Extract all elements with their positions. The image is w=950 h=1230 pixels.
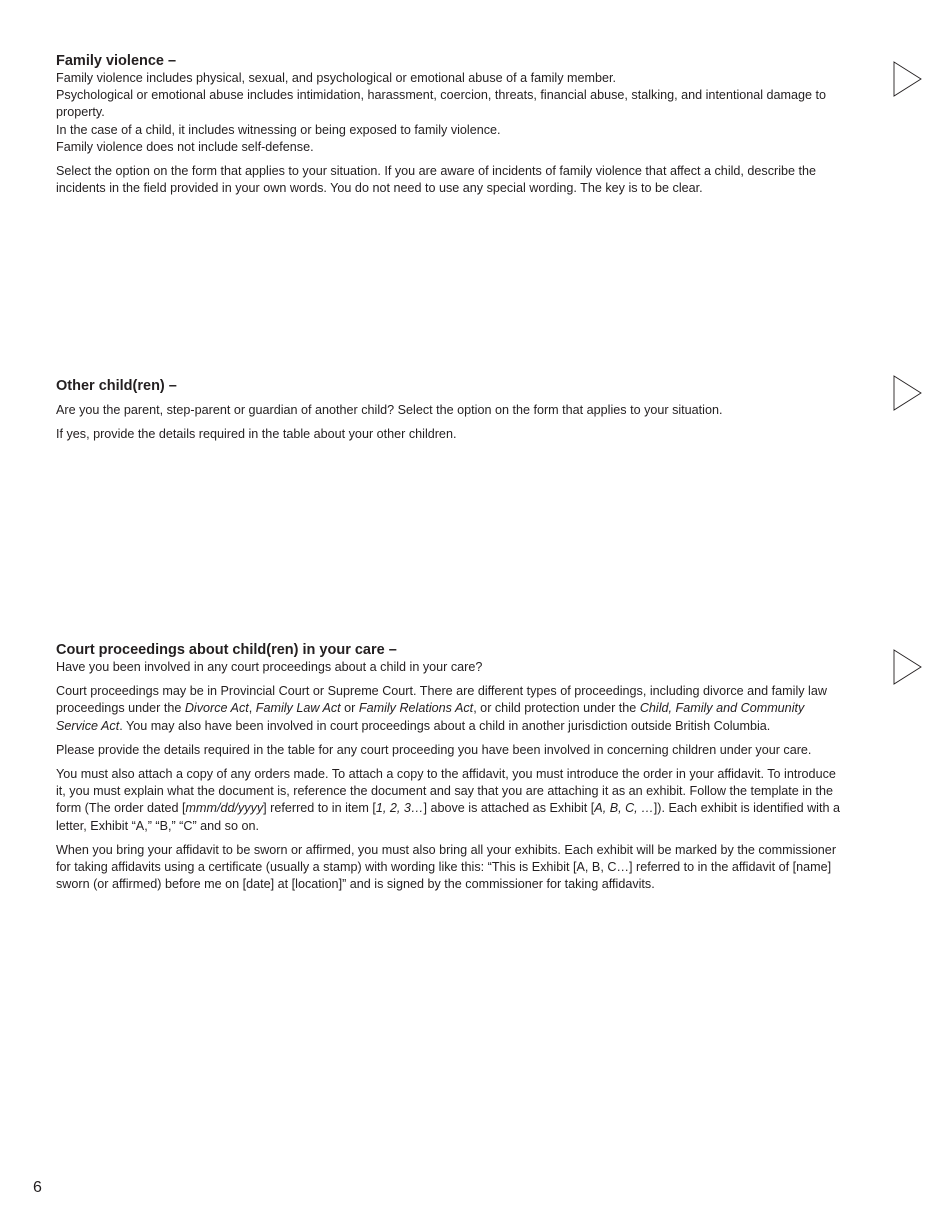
family-law-act-title: Family Law Act <box>255 701 341 716</box>
attach-orders-paragraph: You must also attach a copy of any orders made. To attach a copy to the affidavit, you must introduce the order in your affidavit. To introduce it, you must explain what the document is, reference the document and say that you are attaching it as an exhibit. Follow the template in the form (The order dated [mmm/dd/yyyy] referred to in item [1, 2, 3…] above is attached as Exhibit [A, B, C, …]). Each exhibit is identified with a letter, Exhibit “A,” “B,” “C” and so on. <box>56 767 840 833</box>
psychological-abuse-definition: Psychological or emotional abuse includes intimidation, harassment, coercion, threats, financial abuse, stalking, and intentional damage to property. <box>56 88 827 120</box>
other-children-heading: Other child(ren) – <box>56 378 177 394</box>
family-violence-section <box>56 52 846 197</box>
family-violence-instructions: Select the option on the form that applies to your situation. If you are aware of incidents of family violence that affect a child, describe the incidents in the field provided in your own words. You do not need to use any special wording. The key is to be clear. <box>56 164 817 196</box>
other-children-section <box>56 377 846 443</box>
court-proceedings-question: Have you been involved in any court proceedings about a child in your care? <box>56 660 483 674</box>
court-types-paragraph: Court proceedings may be in Provincial Court or Supreme Court. There are different types of proceedings, including divorce and family law proceedings under the Divorce Act, Family Law Act or Family Relations Act, or child protection under the Child, Family and Community Service Act. You may also have been involved in court proceedings about a child in another jurisdiction outside British Columbia. <box>56 684 827 733</box>
self-defense-note: Family violence does not include self-defense. <box>56 139 314 154</box>
court-details-instructions: Please provide the details required in the table for any court proceeding you have been involved in concerning children under your care. <box>56 742 812 757</box>
item-number-placeholder: 1, 2, 3… <box>375 801 424 816</box>
child-exposure-note: In the case of a child, it includes witnessing or being exposed to family violence. <box>56 122 501 137</box>
other-children-question: Are you the parent, step-parent or guardian of another child? Select the option on the form that applies to your situation. <box>56 403 723 417</box>
triangle-right-outline-icon <box>893 61 923 97</box>
date-format-placeholder: mmm/dd/yyyy <box>185 801 264 816</box>
triangle-right-outline-icon <box>893 375 923 411</box>
exhibit-letter-placeholder: A, B, C, … <box>594 801 654 816</box>
triangle-right-outline-icon <box>893 649 923 685</box>
family-violence-definition: Family violence includes physical, sexual, and psychological or emotional abuse of a family member. <box>56 71 616 85</box>
other-children-instructions: If yes, provide the details required in the table about your other children. <box>56 427 457 442</box>
exhibits-paragraph: When you bring your affidavit to be sworn or affirmed, you must also bring all your exhibits. Each exhibit will be marked by the commissioner for taking affidavits using a certificate (usually a stamp) with wording like this: “This is Exhibit [A, B, C…] referred to in the affidavit of [name] sworn (or affirmed) before me on [date] at [location]” and is signed by the commissioner for taking affidavits. <box>56 842 837 892</box>
child-family-community-service-act-title: Child, Family and Community Service Act <box>56 701 805 733</box>
divorce-act-title: Divorce Act <box>184 701 249 716</box>
court-proceedings-heading: Court proceedings about child(ren) in your care – <box>56 642 397 658</box>
court-proceedings-section <box>56 641 846 893</box>
family-relations-act-title: Family Relations Act <box>358 701 474 716</box>
family-violence-heading: Family violence – <box>56 53 177 69</box>
page-number: 6 <box>33 1179 42 1196</box>
